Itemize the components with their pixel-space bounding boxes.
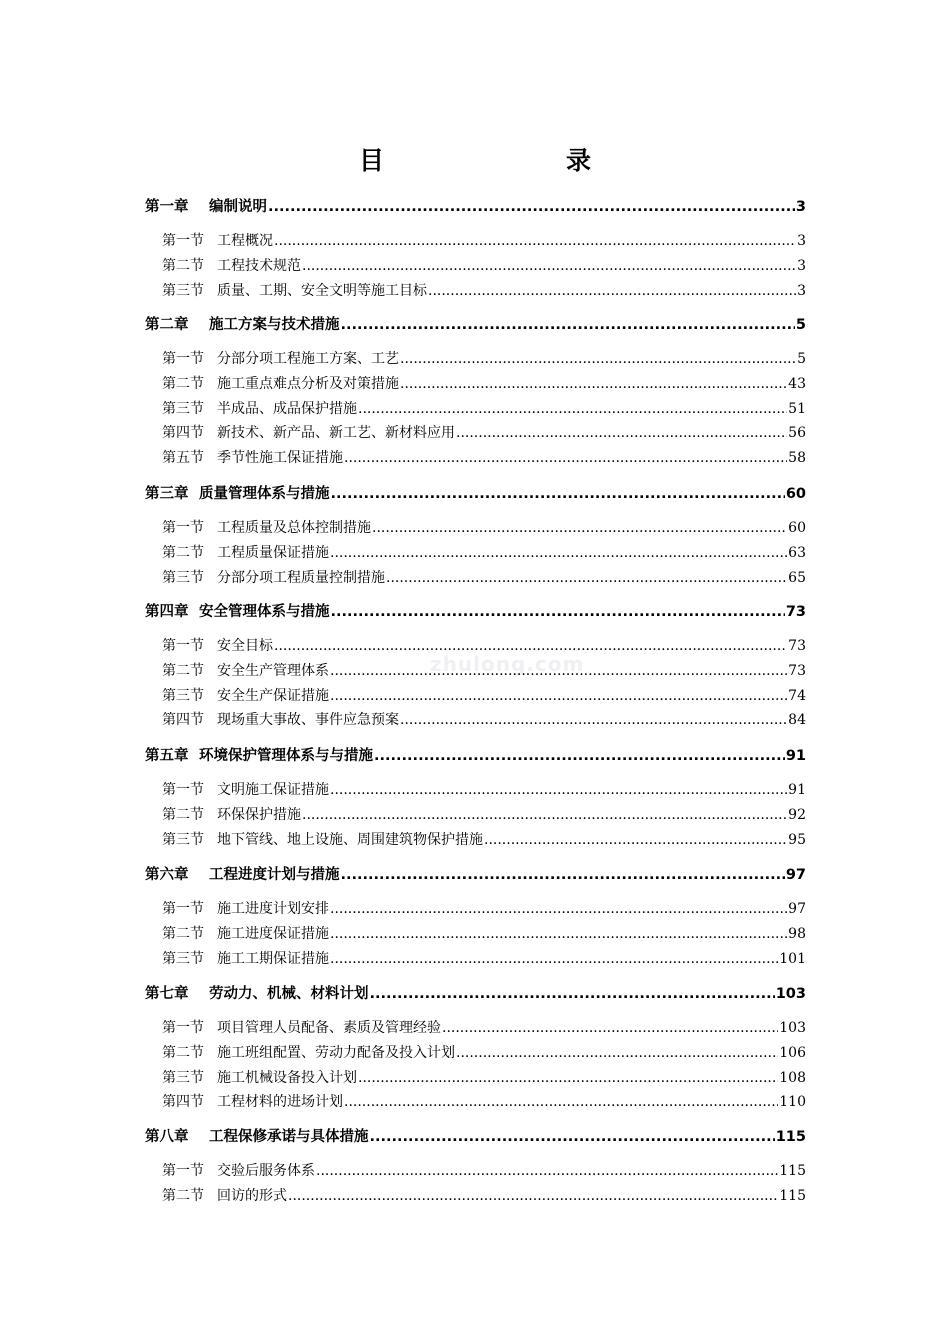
section-page-number: 98 <box>788 925 806 942</box>
section-number: 第三节 <box>162 282 204 299</box>
toc-section-entry[interactable] <box>162 542 806 564</box>
dot-leader <box>288 1185 778 1207</box>
section-page-number: 63 <box>788 544 806 561</box>
dot-leader <box>341 314 795 336</box>
toc-section-entry[interactable] <box>162 804 806 826</box>
section-title: 安全目标 <box>217 638 273 654</box>
toc-section-entry[interactable] <box>162 948 806 970</box>
toc-chapter-entry[interactable] <box>145 983 806 1005</box>
section-number: 第二节 <box>162 1044 204 1061</box>
dot-leader <box>274 635 787 657</box>
dot-leader <box>330 923 787 945</box>
section-page-number: 74 <box>788 687 806 704</box>
dot-leader <box>456 1042 778 1064</box>
toc-section-entry[interactable] <box>162 635 806 657</box>
dot-leader <box>330 542 787 564</box>
section-page-number: 92 <box>788 806 806 823</box>
dot-leader <box>456 422 787 444</box>
chapter-page-number: 73 <box>785 604 806 620</box>
toc-chapter-entry[interactable] <box>145 196 806 218</box>
toc-section-entry[interactable] <box>162 517 806 539</box>
section-page-number: 106 <box>779 1044 806 1061</box>
section-number: 第三节 <box>162 569 204 586</box>
section-page-number: 3 <box>797 233 806 249</box>
section-page-number: 110 <box>779 1094 806 1111</box>
chapter-number: 第六章 <box>145 867 189 883</box>
chapter-page-number: 115 <box>775 1129 806 1145</box>
dot-leader <box>428 280 796 302</box>
chapter-title: 工程进度计划与措施 <box>209 867 340 883</box>
section-page-number: 56 <box>788 425 806 442</box>
section-number: 第一节 <box>162 233 204 249</box>
dot-leader <box>374 745 785 767</box>
chapter-page-number: 60 <box>785 486 806 502</box>
dot-leader <box>358 398 787 420</box>
section-title: 半成品、成品保护措施 <box>217 400 357 417</box>
toc-chapter-entry[interactable] <box>145 864 806 886</box>
section-number: 第一节 <box>162 520 204 536</box>
chapter-page-number: 91 <box>785 748 806 764</box>
dot-leader <box>302 804 787 826</box>
toc-section-entry[interactable] <box>162 1017 806 1039</box>
toc-section-entry[interactable] <box>162 567 806 589</box>
section-title: 新技术、新产品、新工艺、新材料应用 <box>217 425 455 442</box>
section-page-number: 95 <box>788 831 806 848</box>
toc-section-entry[interactable] <box>162 348 806 370</box>
section-title: 工程质量保证措施 <box>217 544 329 561</box>
section-number: 第四节 <box>162 1094 204 1111</box>
section-page-number: 103 <box>779 1020 806 1036</box>
toc-section-entry[interactable] <box>162 422 806 444</box>
dot-leader <box>268 196 795 218</box>
section-number: 第二节 <box>162 544 204 561</box>
section-number: 第二节 <box>162 1187 204 1204</box>
section-number: 第三节 <box>162 687 204 704</box>
chapter-number: 第二章 <box>145 317 189 333</box>
toc-section-entry[interactable] <box>162 709 806 731</box>
toc-chapter-entry[interactable] <box>145 314 806 336</box>
section-number: 第二节 <box>162 257 204 274</box>
section-page-number: 3 <box>797 257 806 274</box>
chapter-page-number: 103 <box>775 986 806 1002</box>
section-number: 第二节 <box>162 662 204 679</box>
section-number: 第五节 <box>162 450 204 467</box>
dot-leader <box>274 230 796 252</box>
section-page-number: 115 <box>779 1163 806 1179</box>
section-title: 施工班组配置、劳动力配备及投入计划 <box>217 1044 455 1061</box>
section-number: 第三节 <box>162 950 204 967</box>
section-title: 施工机械设备投入计划 <box>217 1069 357 1086</box>
dot-leader <box>386 567 787 589</box>
section-title: 文明施工保证措施 <box>217 782 329 798</box>
section-title: 工程质量及总体控制措施 <box>217 520 371 536</box>
section-page-number: 5 <box>797 351 806 367</box>
section-page-number: 91 <box>788 782 806 798</box>
section-page-number: 65 <box>788 569 806 586</box>
section-page-number: 3 <box>797 282 806 299</box>
section-number: 第三节 <box>162 831 204 848</box>
dot-leader <box>372 517 787 539</box>
section-page-number: 51 <box>788 400 806 417</box>
chapter-number: 第三章 <box>145 486 189 502</box>
toc-chapter-entry[interactable] <box>145 483 806 505</box>
dot-leader <box>330 948 778 970</box>
dot-leader <box>341 864 785 886</box>
section-number: 第四节 <box>162 712 204 729</box>
watermark: zhulong.com <box>430 652 585 676</box>
toc-section-entry[interactable] <box>162 1091 806 1113</box>
chapter-title: 工程保修承诺与具体措施 <box>209 1129 369 1145</box>
section-title: 安全生产保证措施 <box>217 687 329 704</box>
dot-leader <box>302 255 796 277</box>
chapter-number: 第四章 <box>145 604 189 620</box>
toc-chapter-entry[interactable] <box>145 601 806 623</box>
section-title: 现场重大事故、事件应急预案 <box>217 712 399 729</box>
dot-leader <box>442 1017 778 1039</box>
section-title: 回访的形式 <box>217 1187 287 1204</box>
toc-section-entry[interactable] <box>162 779 806 801</box>
chapter-number: 第七章 <box>145 986 189 1002</box>
toc-section-entry[interactable] <box>162 230 806 252</box>
toc-section-entry[interactable] <box>162 373 806 395</box>
section-page-number: 43 <box>788 375 806 392</box>
section-title: 施工进度计划安排 <box>217 901 329 917</box>
section-title: 工程技术规范 <box>217 257 301 274</box>
toc-section-entry[interactable] <box>162 829 806 851</box>
chapter-page-number: 97 <box>785 867 806 883</box>
dot-leader <box>330 685 787 707</box>
toc-section-entry[interactable] <box>162 1160 806 1182</box>
section-number: 第一节 <box>162 901 204 917</box>
toc-chapter-entry[interactable] <box>145 745 806 767</box>
dot-leader <box>370 983 775 1005</box>
section-number: 第三节 <box>162 1069 204 1086</box>
section-title: 安全生产管理体系 <box>217 662 329 679</box>
section-title: 分部分项工程施工方案、工艺 <box>217 351 399 367</box>
section-title: 施工进度保证措施 <box>217 925 329 942</box>
section-number: 第三节 <box>162 400 204 417</box>
dot-leader <box>400 373 787 395</box>
toc-section-entry[interactable] <box>162 660 806 682</box>
page-title: 目 录 <box>358 146 635 175</box>
chapter-title: 劳动力、机械、材料计划 <box>209 986 369 1002</box>
dot-leader <box>330 779 787 801</box>
section-title: 分部分项工程质量控制措施 <box>217 569 385 586</box>
section-page-number: 73 <box>788 638 806 654</box>
section-number: 第一节 <box>162 1020 204 1036</box>
toc-section-entry[interactable] <box>162 685 806 707</box>
chapter-title: 施工方案与技术措施 <box>209 317 340 333</box>
section-number: 第二节 <box>162 375 204 392</box>
section-title: 施工重点难点分析及对策措施 <box>217 375 399 392</box>
dot-leader <box>358 1067 778 1089</box>
section-number: 第一节 <box>162 638 204 654</box>
section-page-number: 108 <box>779 1069 806 1086</box>
toc-section-entry[interactable] <box>162 255 806 277</box>
toc-section-entry[interactable] <box>162 398 806 420</box>
section-title: 地下管线、地上设施、周围建筑物保护措施 <box>217 831 483 848</box>
section-page-number: 73 <box>788 662 806 679</box>
toc-section-entry[interactable] <box>162 923 806 945</box>
dot-leader <box>330 898 787 920</box>
section-number: 第四节 <box>162 425 204 442</box>
section-title: 项目管理人员配备、素质及管理经验 <box>217 1020 441 1036</box>
toc-chapter-entry[interactable] <box>145 1126 806 1148</box>
dot-leader <box>331 601 785 623</box>
section-title: 环保保护措施 <box>217 806 301 823</box>
dot-leader <box>316 1160 778 1182</box>
dot-leader <box>330 660 787 682</box>
chapter-page-number: 5 <box>795 317 806 333</box>
toc-section-entry[interactable] <box>162 898 806 920</box>
chapter-page-number: 3 <box>795 199 806 215</box>
section-title: 工程概况 <box>217 233 273 249</box>
dot-leader <box>344 1091 778 1113</box>
section-number: 第一节 <box>162 782 204 798</box>
toc-section-entry[interactable] <box>162 447 806 469</box>
section-number: 第一节 <box>162 351 204 367</box>
section-title: 交验后服务体系 <box>217 1163 315 1179</box>
chapter-number: 第五章 <box>145 748 189 764</box>
section-number: 第二节 <box>162 806 204 823</box>
section-page-number: 97 <box>788 901 806 917</box>
dot-leader <box>400 348 796 370</box>
toc-section-entry[interactable] <box>162 1042 806 1064</box>
chapter-title: 环境保护管理体系与与措施 <box>199 748 373 764</box>
section-title: 施工工期保证措施 <box>217 950 329 967</box>
toc-section-entry[interactable] <box>162 1185 806 1207</box>
section-title: 质量、工期、安全文明等施工目标 <box>217 282 427 299</box>
section-title: 工程材料的进场计划 <box>217 1094 343 1111</box>
section-title: 季节性施工保证措施 <box>217 450 343 467</box>
section-page-number: 58 <box>788 450 806 467</box>
dot-leader <box>484 829 787 851</box>
section-page-number: 60 <box>788 520 806 536</box>
section-page-number: 84 <box>788 712 806 729</box>
chapter-number: 第八章 <box>145 1129 189 1145</box>
dot-leader <box>344 447 787 469</box>
dot-leader <box>370 1126 775 1148</box>
section-number: 第一节 <box>162 1163 204 1179</box>
toc-section-entry[interactable] <box>162 280 806 302</box>
toc-section-entry[interactable] <box>162 1067 806 1089</box>
section-number: 第二节 <box>162 925 204 942</box>
chapter-title: 安全管理体系与措施 <box>199 604 330 620</box>
dot-leader <box>331 483 785 505</box>
section-page-number: 115 <box>779 1187 806 1204</box>
dot-leader <box>400 709 787 731</box>
chapter-number: 第一章 <box>145 199 189 215</box>
section-page-number: 101 <box>779 950 806 967</box>
chapter-title: 质量管理体系与措施 <box>199 486 330 502</box>
chapter-title: 编制说明 <box>209 199 267 215</box>
